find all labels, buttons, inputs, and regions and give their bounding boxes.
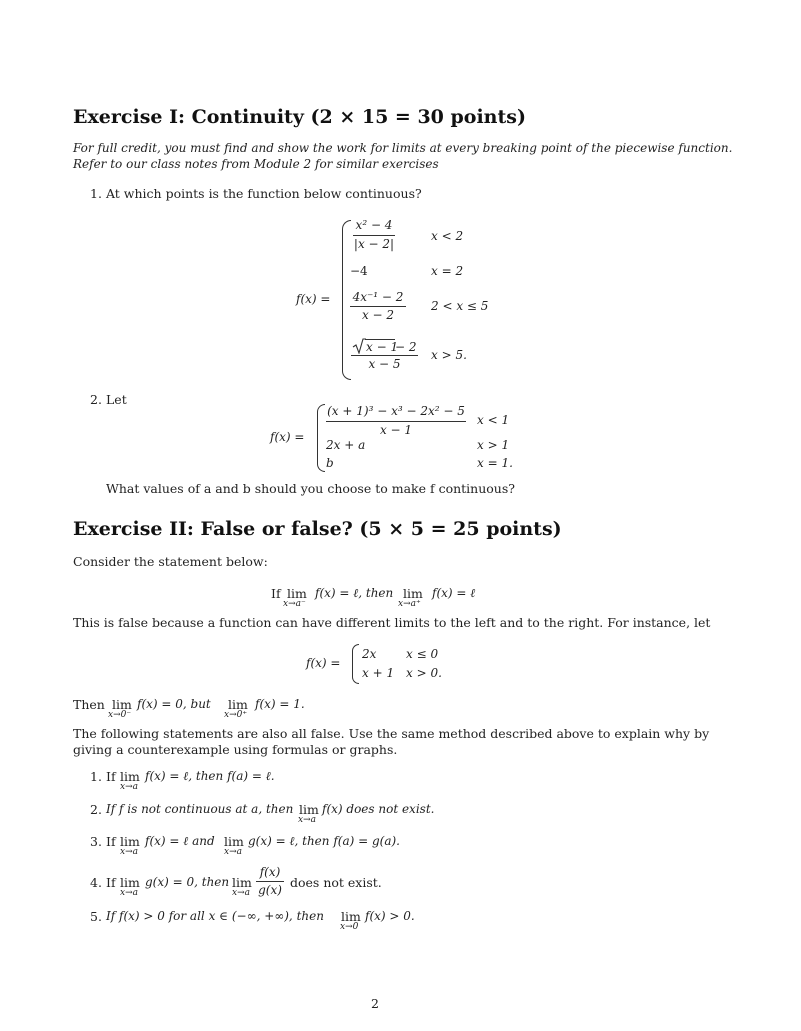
- item-2-pre: If f is not continuous at a, then: [106, 802, 294, 816]
- statement-lim-2-subscript: x→a⁺: [398, 599, 421, 609]
- exercise-1-instructions-line-2: Refer to our class notes from Module 2 for similar exercises: [73, 157, 439, 171]
- q1-case2-value: −4: [350, 264, 368, 278]
- example-left-brace: [352, 644, 359, 684]
- item-3-lim-2-subscript: x→a: [224, 847, 242, 857]
- q1-case3-fraction-bar: [350, 306, 406, 307]
- item-3-post: g(x) = ℓ, then f(a) = g(a).: [248, 834, 400, 848]
- exercise-1-heading: Exercise I: Continuity (2 × 15 = 30 points): [73, 106, 526, 128]
- q1-case4-fraction-bar: [351, 355, 418, 356]
- statement-part-1: f(x) = ℓ, then: [315, 586, 394, 600]
- q1-prompt: At which points is the function below continuous?: [106, 186, 422, 201]
- item-1-lim: lim: [120, 769, 140, 784]
- q1-case4-radicand: x − 1: [366, 340, 399, 354]
- statement-lim-1: lim: [287, 586, 307, 601]
- item-5-lim: lim: [341, 909, 361, 924]
- then-lim-1-subscript: x→0⁻: [108, 710, 132, 720]
- item-4-lim: lim: [120, 875, 140, 890]
- example-function-lhs: f(x) =: [306, 656, 341, 670]
- item-4-number: 4.: [90, 875, 102, 890]
- example-case2-value: x + 1: [362, 666, 395, 680]
- item-3-lim-2: lim: [224, 834, 244, 849]
- following-line-2: giving a counterexample using formulas or graphs.: [73, 742, 398, 757]
- example-case2-condition: x > 0.: [406, 666, 442, 680]
- item-4-lim-2: lim: [232, 875, 252, 890]
- following-line-1: The following statements are also all false. Use the same method described above to explain why by: [73, 726, 710, 741]
- q2-question: What values of a and b should you choose to make f continuous?: [106, 481, 515, 496]
- q1-case2-condition: x = 2: [431, 264, 464, 278]
- item-3-pre: If: [106, 834, 116, 849]
- then-lim-1: lim: [112, 697, 132, 712]
- q2-case2-condition: x > 1: [477, 438, 510, 452]
- q1-case4-condition: x > 5.: [431, 348, 467, 362]
- q1-number: 1.: [90, 186, 102, 201]
- then-part-2: f(x) = 1.: [255, 697, 305, 711]
- item-3-lim-subscript: x→a: [120, 847, 138, 857]
- item-1-post: f(x) = ℓ, then f(a) = ℓ.: [145, 769, 275, 783]
- q1-case1-numerator: x² − 4: [355, 218, 393, 232]
- item-5-post: f(x) > 0.: [365, 909, 415, 923]
- item-2-number: 2.: [90, 802, 102, 817]
- item-1-pre: If: [106, 769, 116, 784]
- item-4-fraction-bar: [256, 881, 284, 882]
- q1-case4-numerator-rest: − 2: [395, 340, 417, 354]
- exercise-2-heading: Exercise II: False or false? (5 × 5 = 25 points): [73, 518, 562, 540]
- q2-prompt: Let: [106, 392, 127, 407]
- item-4-pre: If: [106, 875, 116, 890]
- item-2-post: f(x) does not exist.: [322, 802, 435, 816]
- q2-case1-denominator: x − 1: [379, 423, 413, 437]
- q2-function-lhs: f(x) =: [270, 430, 305, 444]
- item-4-post: does not exist.: [290, 875, 382, 890]
- statement-lim-1-subscript: x→a⁻: [283, 599, 306, 609]
- item-3-mid: f(x) = ℓ and: [145, 834, 215, 848]
- q1-case3-condition: 2 < x ≤ 5: [431, 299, 489, 313]
- statement-part-2: f(x) = ℓ: [432, 586, 476, 600]
- example-case1-condition: x ≤ 0: [406, 647, 439, 661]
- q1-case4-denominator: x − 5: [368, 357, 401, 371]
- item-4-fraction-denominator: g(x): [258, 883, 282, 897]
- item-4-mid: g(x) = 0, then: [145, 875, 230, 889]
- item-2-lim-subscript: x→a: [298, 815, 316, 825]
- q1-case1-fraction-bar: [353, 235, 395, 236]
- q1-case4-sqrt-icon: [352, 338, 366, 354]
- statement-if: If: [271, 586, 281, 601]
- item-5-pre: If f(x) > 0 for all x ∈ (−∞, +∞), then: [106, 909, 324, 923]
- item-5-number: 5.: [90, 909, 102, 924]
- then-text: Then: [73, 697, 105, 712]
- page-number: 2: [371, 996, 379, 1011]
- q1-case3-numerator: 4x⁻¹ − 2: [352, 290, 404, 304]
- q2-case3-condition: x = 1.: [477, 456, 513, 470]
- item-3-lim: lim: [120, 834, 140, 849]
- item-2-lim: lim: [299, 802, 319, 817]
- item-4-lim-subscript: x→a: [120, 888, 138, 898]
- item-4-fraction-numerator: f(x): [259, 865, 281, 879]
- then-lim-2-subscript: x→0⁺: [224, 710, 248, 720]
- then-lim-2: lim: [228, 697, 248, 712]
- q1-function-lhs: f(x) =: [296, 292, 331, 306]
- statement-lim-2: lim: [403, 586, 423, 601]
- item-3-number: 3.: [90, 834, 102, 849]
- q2-case1-numerator: (x + 1)³ − x³ − 2x² − 5: [327, 404, 465, 418]
- exercise-1-instructions-line-1: For full credit, you must find and show the work for limits at every breaking point of the piecewise function.: [73, 141, 733, 155]
- q1-case3-denominator: x − 2: [361, 308, 395, 322]
- q1-case1-denominator: |x − 2|: [353, 237, 395, 251]
- q2-case2-value: 2x + a: [326, 438, 366, 452]
- q2-number: 2.: [90, 392, 102, 407]
- item-5-lim-subscript: x→0: [340, 922, 359, 932]
- q2-case1-condition: x < 1: [477, 413, 510, 427]
- item-4-lim-2-subscript: x→a: [232, 888, 250, 898]
- q2-case3-value: b: [326, 456, 334, 470]
- explanation: This is false because a function can have different limits to the left and to the right. For instance, let: [73, 615, 711, 630]
- q2-case1-fraction-bar: [326, 421, 466, 422]
- item-1-number: 1.: [90, 769, 102, 784]
- then-part-1: f(x) = 0, but: [137, 697, 211, 711]
- example-case1-value: 2x: [362, 647, 377, 661]
- exercise-2-consider: Consider the statement below:: [73, 554, 268, 569]
- q1-case1-condition: x < 2: [431, 229, 464, 243]
- q2-left-brace: [317, 404, 325, 472]
- item-1-lim-subscript: x→a: [120, 782, 138, 792]
